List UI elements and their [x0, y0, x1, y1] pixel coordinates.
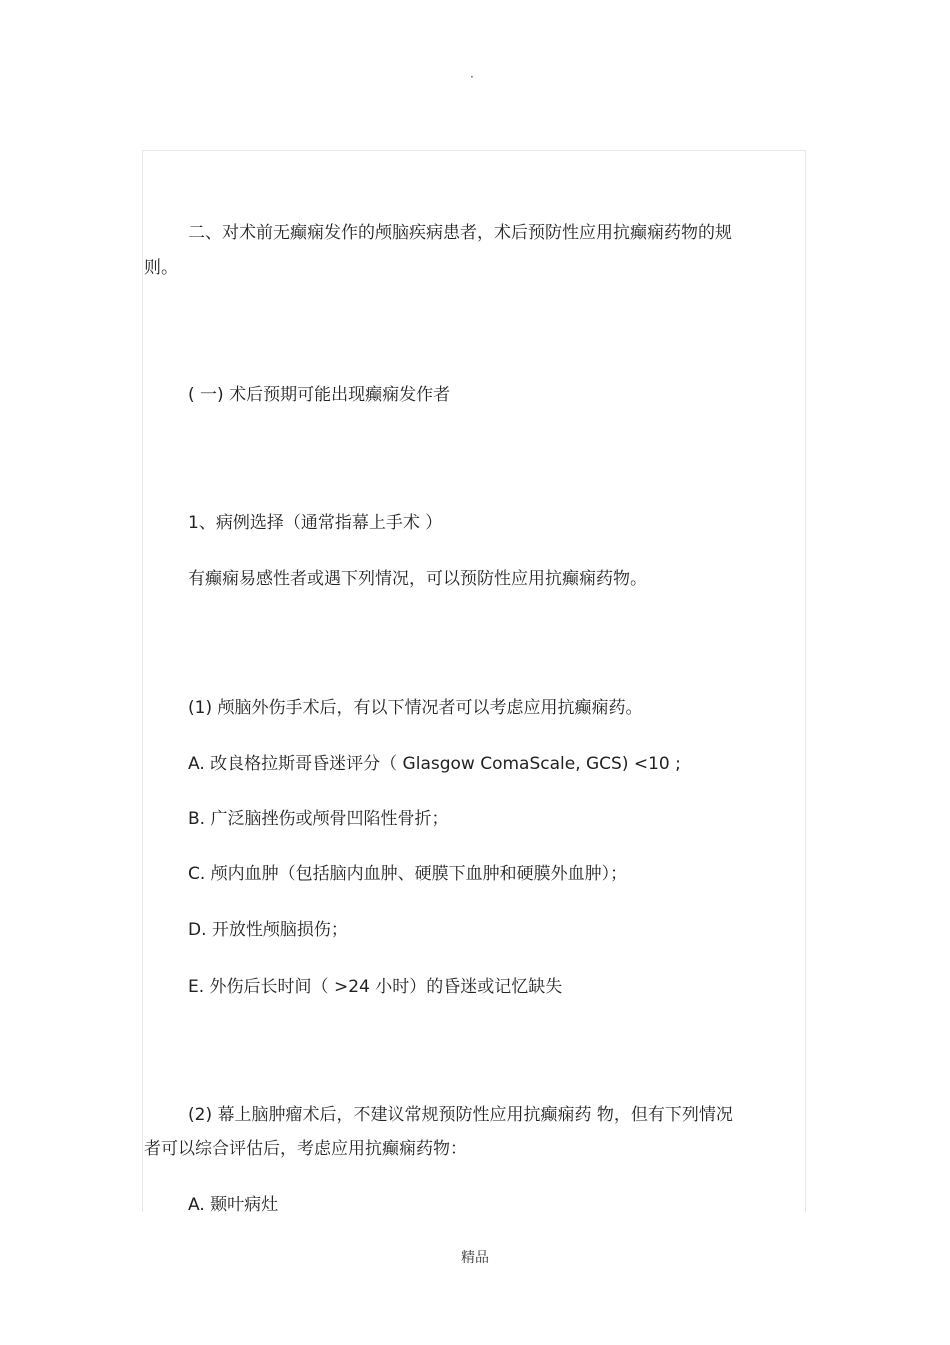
trauma-criterion-a: A. 改良格拉斯哥昏迷评分（ Glasgow ComaScale, GCS) <10 ; [188, 754, 681, 774]
tumor-criteria-heading-line1: (2) 幕上脑肿瘤术后，不建议常规预防性应用抗癫痫药 物，但有下列情况 [188, 1105, 733, 1125]
tumor-criteria-heading-line2: 者可以综合评估后，考虑应用抗癫痫药物： [144, 1139, 467, 1159]
case-selection-heading: 1、病例选择（通常指幕上手术 ） [188, 513, 443, 533]
case-selection-text: 有癫痫易感性者或遇下列情况，可以预防性应用抗癫痫药物。 [188, 569, 647, 589]
page-frame [142, 150, 806, 1212]
section-heading-1: ( 一) 术后预期可能出现癫痫发作者 [188, 385, 451, 405]
tumor-criterion-a: A. 颞叶病灶 [188, 1195, 279, 1215]
paragraph-rule-title-line2: 则。 [144, 258, 178, 278]
trauma-criteria-heading: (1) 颅脑外伤手术后，有以下情况者可以考虑应用抗癫痫药。 [188, 698, 643, 718]
header-mark: · [470, 70, 474, 84]
trauma-criterion-d: D. 开放性颅脑损伤； [188, 920, 348, 940]
trauma-criterion-b: B. 广泛脑挫伤或颅骨凹陷性骨折； [188, 809, 449, 829]
trauma-criterion-e: E. 外伤后长时间（ >24 小时）的昏迷或记忆缺失 [188, 977, 563, 997]
trauma-criterion-c: C. 颅内血肿（包括脑内血肿、硬膜下血肿和硬膜外血肿）； [188, 864, 628, 884]
paragraph-rule-title-line1: 二、对术前无癫痫发作的颅脑疾病患者，术后预防性应用抗癫痫药物的规 [188, 223, 732, 243]
page-footer: 精品 [461, 1250, 489, 1266]
